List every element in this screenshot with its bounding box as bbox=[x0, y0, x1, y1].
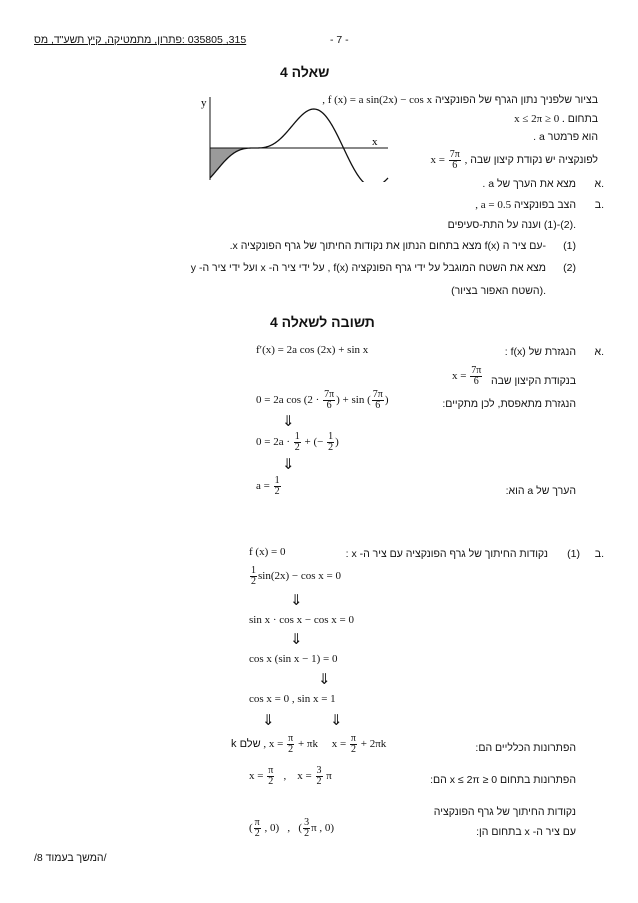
intro-formula: f (x) = a sin(2x) − cos x , bbox=[322, 94, 433, 106]
step-3: cos x (sin x − 1) = 0 bbox=[249, 653, 338, 665]
extremum-x: x = bbox=[430, 154, 445, 167]
zero-text: הנגזרת מתאפסת, לכן מתקיים: bbox=[442, 398, 576, 410]
page-number: - 7 - bbox=[330, 34, 349, 46]
part-a-label: .א bbox=[594, 178, 604, 190]
sub2-label: (2) bbox=[563, 262, 576, 274]
x-axis-label: x bbox=[372, 136, 378, 148]
a-value-text: הערך של a הוא: bbox=[505, 485, 576, 497]
step-4: cos x = 0 , sin x = 1 bbox=[249, 693, 336, 705]
intersection-points: ( $\frac{\pi}{2}$ , 0) , ( $\frac{3}{2}$ π , 0) bbox=[249, 817, 335, 839]
extremum-text: לפונקציה יש נקודת קיצון שבה bbox=[470, 154, 598, 167]
implies-arrow-1: ⇓ bbox=[282, 412, 295, 430]
question-title: שאלה 4 bbox=[280, 64, 330, 80]
extremum-answer-den: 6 bbox=[473, 376, 479, 387]
implies-arrow-6: ⇓ bbox=[262, 711, 275, 729]
equation-2: 0 = 2a · $\frac{1}{2}$ + (− $\frac{1}{2}$ ) bbox=[256, 431, 339, 453]
header-title bbox=[34, 34, 246, 46]
implies-arrow-7: ⇓ bbox=[330, 711, 343, 729]
implies-arrow-5: ⇓ bbox=[318, 670, 331, 688]
implies-arrow-3: ⇓ bbox=[290, 591, 303, 609]
extremum-line: לפונקציה יש נקודת קיצון שבה x = $\frac{7\pi}{6}$ , bbox=[430, 149, 598, 171]
step-2: sin x · cos x − cos x = 0 bbox=[249, 614, 354, 626]
extremum-num: 7π bbox=[449, 149, 460, 160]
function-curve bbox=[210, 109, 388, 182]
sub1-label: (1) bbox=[563, 240, 576, 252]
b1-label: (1) bbox=[567, 548, 580, 560]
extremum-answer-x: x = bbox=[452, 370, 467, 383]
part-b-line bbox=[475, 199, 576, 211]
extremum-answer-num: 7π bbox=[471, 365, 482, 376]
answer-title: תשובה לשאלה 4 bbox=[270, 314, 375, 330]
derivative-text: : f(x) הנגזרת של bbox=[504, 346, 576, 358]
answer-a-label: .א bbox=[594, 346, 604, 358]
domain-formula: . 0 ≤ x ≤ 2π bbox=[514, 113, 565, 125]
range-solution: x = $\frac{\pi}{2}$ , x = $\frac{3}{2}$ π bbox=[249, 765, 332, 787]
intro-text: בציור שלפניך נתון הגרף של הפונקציה bbox=[435, 94, 598, 106]
implies-arrow-2: ⇓ bbox=[282, 455, 295, 473]
part-b-text: הצב בפונקציה bbox=[514, 199, 576, 211]
domain-label: בתחום bbox=[567, 113, 598, 125]
part-a-text: . a מצא את הערך של bbox=[482, 178, 576, 190]
points-text-1: נקודות החיתוך של גרף הפונקציה bbox=[433, 806, 576, 818]
derivative-formula: f′(x) = 2a cos (2x) + sin x bbox=[256, 344, 369, 356]
header-left: 315, 035805 :פתרון, מתמטיקה, קיץ תשע"ד, מס bbox=[34, 34, 247, 46]
implies-arrow-4: ⇓ bbox=[290, 630, 303, 648]
a-value: a = $\frac{1}{2}$ bbox=[256, 475, 280, 497]
domain-line bbox=[514, 113, 598, 125]
extremum-answer-text: בנקודת הקיצון שבה bbox=[490, 375, 576, 387]
b1-text: נקודות החיתוך של גרף הפונקציה עם ציר ה- x : bbox=[345, 548, 548, 560]
step-0: f (x) = 0 bbox=[249, 546, 286, 558]
general-solution: k שלם , x = $\frac{\pi}{2}$ + πk x = $\frac{\pi}{2}$ + 2πk bbox=[231, 733, 387, 755]
extremum-den: 6 bbox=[452, 160, 458, 171]
sub2-text: מצא את השטח המוגבל על ידי גרף הפונקציה f(x) , על ידי ציר ה- x ועל ידי ציר ה- y bbox=[190, 262, 546, 274]
question-intro bbox=[322, 94, 598, 106]
answer-b-label: .ב bbox=[594, 548, 604, 560]
part-b-formula: a = 0.5 , bbox=[475, 199, 512, 211]
param-line: . a הוא פרמטר bbox=[533, 131, 598, 143]
range-text: הפתרונות בתחום 0 ≤ x ≤ 2π הם: bbox=[430, 774, 576, 786]
points-text-2: עם ציר ה- x בתחום הן: bbox=[476, 826, 576, 838]
shaded-area bbox=[210, 148, 255, 178]
part-b-sub: .(2)-(1) וענה על התת-סעיפים bbox=[447, 219, 576, 231]
extremum-answer-formula bbox=[452, 366, 483, 387]
step-1: $\frac{1}{2}$ sin(2x) − cos x = 0 bbox=[251, 565, 341, 587]
part-b-label: .ב bbox=[594, 199, 604, 211]
equation-1: 0 = 2a cos (2 · $\frac{7\pi}{6}$ ) + sin ( $\frac{7\pi}{6}$ ) bbox=[256, 389, 389, 411]
sub1-text: .x מצא בתחום הנתון את נקודות החיתוך של גרף הפונקציה f(x) עם ציר ה- bbox=[229, 240, 546, 252]
y-axis-label: y bbox=[201, 97, 207, 109]
footer-continue: /המשך בעמוד 8/ bbox=[34, 852, 107, 864]
general-text: הפתרונות הכלליים הם: bbox=[475, 742, 576, 754]
sub2-note: .(השטח האפור בציור) bbox=[451, 285, 546, 297]
